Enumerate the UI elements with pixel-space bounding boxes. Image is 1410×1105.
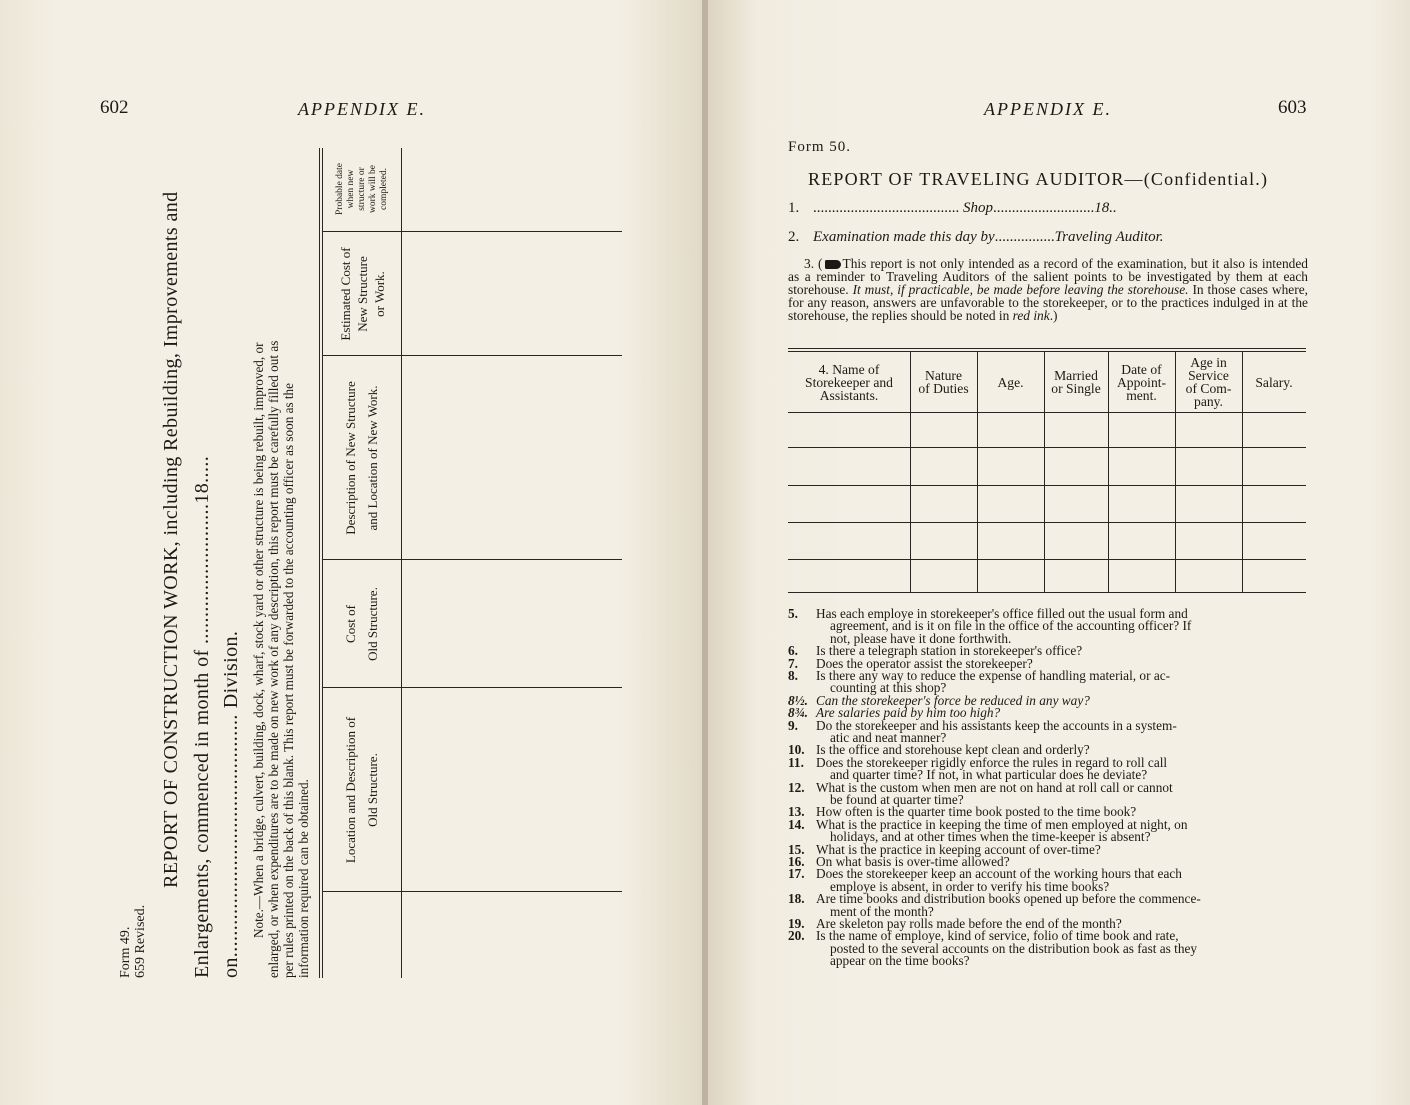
table-49-col-divider	[322, 687, 622, 688]
question-number: 19.	[788, 916, 805, 931]
question-number: 6.	[788, 643, 798, 659]
question-text: Are skeleton pay rolls made before the end of the month?	[816, 916, 1122, 931]
question-text: Are salaries paid by him too high?	[816, 705, 1001, 721]
form-49-label: Form 49.	[118, 926, 133, 978]
question-number: 11.	[788, 754, 804, 770]
page-number-left: 602	[100, 97, 129, 118]
table-50-header-married	[1044, 352, 1108, 412]
header-line: Cost of	[343, 605, 358, 643]
question-number: 17.	[788, 866, 805, 882]
question-number: 14.	[788, 816, 805, 832]
table-49-header-probable-date	[326, 150, 398, 228]
header-line: or Work.	[371, 271, 387, 317]
line-1-shop	[788, 200, 1117, 217]
form-49-revision: 659 Revised.	[133, 904, 148, 978]
table-49-col-divider	[322, 355, 622, 356]
header-line: and Location of New Work.	[365, 385, 380, 531]
header-line: Old Structure.	[365, 587, 380, 661]
question-text: What is the practice in keeping account of over-time?	[816, 841, 1101, 857]
question-text: How often is the quarter time book posted to the time book?	[816, 804, 1137, 820]
table-50-header-age	[977, 352, 1044, 412]
table-50-row-rule	[788, 447, 1306, 448]
header-line: structure or	[356, 167, 367, 211]
running-head-left: APPENDIX E.	[298, 99, 426, 119]
table-50-row-rule	[788, 522, 1306, 523]
instruction-text: at the storehouse, the replies should be noted in	[788, 295, 1308, 323]
table-50-border-bottom	[788, 592, 1306, 593]
question-number: 8¾.	[788, 705, 808, 721]
table-50-header-appointment	[1108, 352, 1175, 412]
table-49-col-divider	[322, 559, 622, 560]
question-text: Is there a telegraph station in storekeeper's office?	[816, 643, 1083, 659]
question-text: Does the storekeeper keep an account of the working hours that each	[816, 866, 1182, 882]
traveling-auditor-label: Traveling Auditor.	[1054, 229, 1164, 245]
question-number: 20.	[788, 928, 805, 944]
page-number-right: 603	[1278, 97, 1307, 118]
header-line: Old Structure.	[365, 753, 380, 827]
question-number: 10.	[788, 742, 805, 758]
question-text: appear on the time books?	[830, 953, 970, 969]
question-text: ment of the month?	[830, 903, 934, 919]
form-49-title-line3-start: on.............................................	[220, 714, 242, 978]
line-number: 1.	[788, 200, 800, 216]
table-49-col-divider	[322, 231, 622, 232]
header-line: Estimated Cost of	[337, 247, 353, 341]
header-line: Probable date	[334, 163, 345, 215]
table-49-border-top	[319, 148, 320, 978]
question-text: On what basis is over-time allowed?	[816, 854, 1010, 869]
right-page	[708, 0, 1410, 1105]
header-line: Salary.	[1255, 374, 1293, 390]
header-line: of Duties	[918, 381, 969, 396]
question-text: counting at this shop?	[830, 680, 947, 696]
header-line: Appoint-	[1116, 374, 1167, 390]
question-number: 8½.	[788, 692, 808, 708]
header-line: work will be	[367, 164, 378, 214]
table-50-header-salary	[1242, 352, 1306, 412]
header-line: 4. Name of	[818, 361, 880, 377]
form-50-label: Form 50.	[788, 139, 852, 155]
dot-leader: ................	[994, 229, 1055, 245]
dot-leader: .......................................	[813, 200, 960, 216]
table-50-row-rule	[788, 559, 1306, 560]
form-49-rotated	[74, 148, 634, 978]
question-number: 16.	[788, 854, 805, 869]
header-line: Description of New Structure	[343, 381, 358, 535]
form-49-division-label: Division.	[220, 630, 242, 709]
question-text: What is the custom when men are not on hand at roll call or cannot	[816, 779, 1173, 795]
form-49-note-line3: per rules printed on the back of this blank. This report must be forwarded to the accounting officer as soon as the	[281, 383, 296, 978]
question-text: Is the office and storehouse kept clean and orderly?	[816, 742, 1090, 758]
instruction-text: points to be investigated by them at each storehouse.	[788, 269, 1308, 297]
question-text: Does the operator assist the storekeeper?	[816, 655, 1033, 671]
table-50-header-duties	[910, 352, 977, 412]
left-page	[0, 0, 702, 1105]
table-50-header-service	[1175, 352, 1242, 412]
header-line: when new	[345, 169, 356, 209]
question-number: 9.	[788, 717, 798, 733]
instruction-text-italic: red ink	[1012, 308, 1050, 323]
header-line: Location and Description of	[343, 716, 358, 864]
table-49-header-estimated-cost	[326, 236, 398, 352]
question-text: atic and neat manner?	[830, 729, 947, 745]
header-line: Date of	[1121, 361, 1162, 377]
header-line: Nature	[925, 368, 962, 383]
table-50-border-top	[788, 348, 1306, 349]
instruction-text: answers are unfavorable to the storekeeper, or to the practices indulged in	[873, 295, 1275, 310]
question-text: Is the name of employe, kind of service, folio of time book and rate,	[816, 928, 1179, 944]
question-text: What is the practice in keeping the time of men employed at night, on	[816, 816, 1188, 832]
header-line: pany.	[1194, 394, 1223, 409]
question-text: Are time books and distribution books opened up before the commence-	[816, 891, 1201, 907]
question-number: 12.	[788, 779, 805, 795]
instruction-text: .)	[1049, 308, 1058, 323]
header-line: or Single	[1051, 381, 1101, 396]
instruction-text: In those cases where, for any reason,	[788, 282, 1308, 310]
table-49-header-old-cost	[326, 564, 398, 684]
question-text: and quarter time? If not, in what particular does he deviate?	[830, 767, 1148, 783]
question-number: 15.	[788, 841, 805, 857]
table-49-header-rule	[401, 148, 402, 978]
question-text: be found at quarter time?	[830, 791, 964, 807]
header-line: of Com-	[1185, 381, 1232, 396]
year-label: 18..	[1094, 200, 1117, 216]
table-49-border-top-double	[322, 148, 323, 978]
table-50-header-rule	[788, 412, 1306, 413]
question-text: Is there any way to reduce the expense of handling material, or ac-	[816, 668, 1171, 683]
question-text: Can the storekeeper's force be reduced in any way?	[816, 692, 1090, 708]
form-50-title: REPORT OF TRAVELING AUDITOR—(Confidential.)	[808, 169, 1269, 189]
header-line: Age in	[1190, 355, 1227, 370]
question-text: Do the storekeeper and his assistants keep the accounts in a system-	[816, 717, 1177, 733]
table-49-header-old-location	[326, 692, 398, 888]
question-number: 18.	[788, 891, 805, 907]
question-text: Does the storekeeper rigidly enforce the rules in regard to roll call	[816, 754, 1168, 770]
running-head-right: APPENDIX E.	[984, 99, 1112, 119]
header-line: completed.	[378, 168, 389, 210]
instruction-number: 3. (	[804, 256, 823, 271]
question-text: employe is absent, in order to verify his time books?	[830, 878, 1110, 894]
header-line: ment.	[1126, 387, 1157, 403]
instruction-text: This report is not only intended as a record of the examination,	[842, 256, 1187, 271]
table-49-header-new-description	[326, 360, 398, 556]
dot-leader: ...........................	[993, 200, 1095, 216]
line-number: 2.	[788, 229, 800, 245]
question-number: 8.	[788, 668, 798, 683]
table-49-col-divider	[322, 891, 622, 892]
question-text: Has each employe in storekeeper's office filled out the usual form and	[816, 606, 1188, 621]
instructions-paragraph	[788, 257, 1308, 322]
question-text: holidays, and at other times when the time-keeper is absent?	[830, 829, 1151, 845]
header-line: Age.	[997, 374, 1024, 390]
question-text: posted to the several accounts on the distribution book as fast as they	[830, 940, 1198, 956]
header-line: Storekeeper and	[805, 374, 893, 390]
question-number: 13.	[788, 804, 805, 820]
header-line: Service	[1188, 368, 1229, 383]
form-49-title-line2: Enlargements, commenced in month of ..........................18.....	[191, 455, 213, 978]
line-2-examination	[788, 229, 1164, 246]
form-49-note-line4: information required can be obtained.	[296, 779, 311, 978]
form-49-title-line3	[220, 631, 243, 978]
header-line: New Structure	[354, 256, 370, 332]
instruction-text-italic: be made before leaving the storehouse.	[976, 282, 1189, 297]
instruction-text: but it also is intended as a reminder to Traveling Auditors of the salient	[788, 256, 1308, 284]
question-text: agreement, and is it on file in the office of the accounting officer? If	[830, 618, 1192, 634]
examination-label: Examination made this day by	[813, 229, 995, 245]
question-number: 7.	[788, 655, 798, 671]
header-line: Married	[1054, 368, 1098, 383]
form-49-note-line1: Note.—When a bridge, culvert, building, dock, wharf, stock yard or other structure is being rebuilt, improved, or	[251, 342, 266, 938]
table-50-header-name	[788, 352, 910, 412]
table-50-row-rule	[788, 485, 1306, 486]
question-text: not, please have it done forthwith.	[830, 630, 1012, 646]
header-line: Assistants.	[819, 387, 879, 403]
shop-label: Shop	[963, 200, 993, 216]
instruction-text-italic: It must, if practicable,	[852, 282, 973, 297]
form-49-title-line1: REPORT OF CONSTRUCTION WORK, including Rebuilding, Improvements and	[160, 191, 182, 888]
form-49-note-line2: enlarged, or when expenditures are to be made on new work of any description, this report must be carefully filled out as	[266, 340, 281, 978]
question-number: 5.	[788, 606, 798, 621]
